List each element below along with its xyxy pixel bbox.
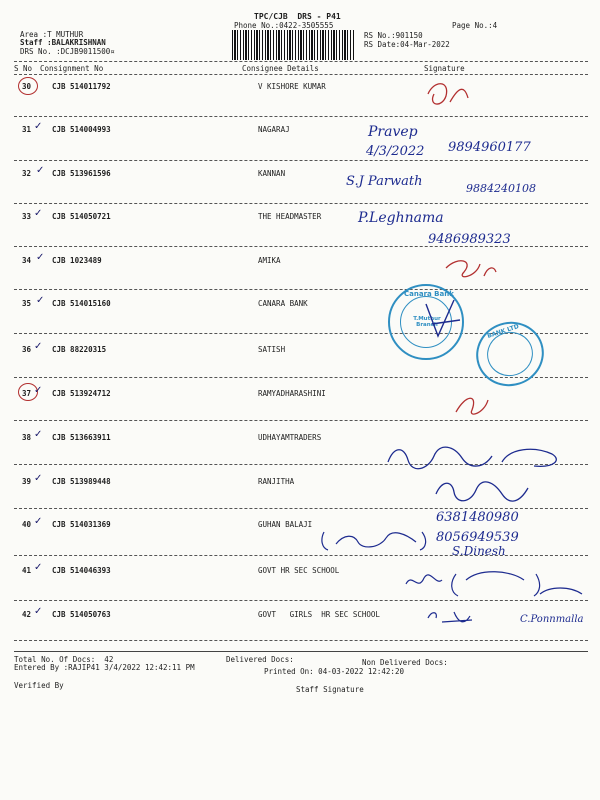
phone-number: Phone No.:0422-3505555 bbox=[234, 21, 334, 30]
row-consignee: THE HEADMASTER bbox=[258, 212, 322, 221]
footer-divider bbox=[14, 651, 588, 652]
phone-r33: 9486989323 bbox=[428, 232, 511, 247]
signature-scribble bbox=[400, 566, 590, 606]
printed-on: Printed On: 04-03-2022 12:42:20 bbox=[264, 667, 404, 676]
row-consignment: CJB 88220315 bbox=[52, 345, 107, 354]
page-number: Page No.:4 bbox=[452, 21, 498, 30]
row-sno: 33 bbox=[22, 212, 32, 221]
stamp-text-top: BANK LTD bbox=[486, 323, 520, 340]
entered-by: Entered By :RAJIP41 3/4/2022 12:42:11 PM bbox=[14, 663, 195, 672]
row-consignment: CJB 514004993 bbox=[52, 125, 111, 134]
signature-r32: S.J Parwath bbox=[346, 174, 423, 189]
row-divider bbox=[14, 420, 588, 421]
row-consignee: NAGARAJ bbox=[258, 125, 290, 134]
tick-mark-icon: ✓ bbox=[36, 165, 45, 176]
row-sno: 34 bbox=[22, 256, 32, 265]
barcode bbox=[232, 30, 354, 60]
stamp-text-top: Canara Bank bbox=[404, 290, 454, 298]
sheet-title: TPC/CJB DRS - P41 bbox=[254, 12, 341, 21]
row-divider bbox=[14, 640, 588, 641]
row-consignment: CJB 1023489 bbox=[52, 256, 102, 265]
row-sno: 39 bbox=[22, 477, 32, 486]
tick-mark-icon: ✓ bbox=[34, 429, 43, 440]
tick-mark-icon: ✓ bbox=[34, 473, 43, 484]
row-sno: 36 bbox=[22, 345, 32, 354]
signature-scribble bbox=[420, 76, 480, 112]
phone-r40: 6381480980 8056949539 bbox=[436, 510, 523, 545]
signature-scribble bbox=[452, 392, 492, 420]
signature-scribble bbox=[440, 254, 500, 284]
signature-scribble bbox=[424, 608, 514, 632]
row-sno: 35 bbox=[22, 299, 32, 308]
row-sno: 41 bbox=[22, 566, 32, 575]
row-consignment: CJB 514011792 bbox=[52, 82, 111, 91]
staff-label: Staff :BALAKRISHNAN bbox=[20, 38, 106, 47]
verified-by: Verified By bbox=[14, 681, 64, 690]
row-consignee: RAMYADHARASHINI bbox=[258, 389, 326, 398]
bank-stamp bbox=[468, 313, 552, 395]
row-consignee: CANARA BANK bbox=[258, 299, 308, 308]
row-consignee: GOVT HR SEC SCHOOL bbox=[258, 566, 340, 575]
signature-r31: Pravep bbox=[368, 124, 418, 140]
row-consignee: GOVT GIRLS HR SEC SCHOOL bbox=[258, 610, 380, 619]
row-sno: 32 bbox=[22, 169, 32, 178]
row-consignee: V KISHORE KUMAR bbox=[258, 82, 326, 91]
tick-mark-icon: ✓ bbox=[34, 385, 43, 396]
signature-scribble bbox=[320, 528, 430, 552]
tick-mark-icon: ✓ bbox=[34, 606, 43, 617]
header-divider bbox=[14, 61, 588, 62]
tick-mark-icon: ✓ bbox=[34, 341, 43, 352]
row-consignee: RANJITHA bbox=[258, 477, 295, 486]
row-consignee: SATISH bbox=[258, 345, 286, 354]
row-sno: 42 bbox=[22, 610, 32, 619]
row-consignment: CJB 514031369 bbox=[52, 520, 111, 529]
row-divider bbox=[14, 289, 588, 290]
row-consignment: CJB 514050721 bbox=[52, 212, 111, 221]
row-consignment: CJB 514046393 bbox=[52, 566, 111, 575]
row-consignment: CJB 513924712 bbox=[52, 389, 111, 398]
row-consignee: GUHAN BALAJI bbox=[258, 520, 313, 529]
row-divider bbox=[14, 116, 588, 117]
signature-scribble bbox=[432, 476, 532, 506]
signature-scribble bbox=[384, 440, 574, 476]
tick-mark-icon: ✓ bbox=[34, 562, 43, 573]
row-sno: 40 bbox=[22, 520, 32, 529]
signature-scribble bbox=[420, 296, 470, 346]
staff-signature: Staff Signature bbox=[296, 685, 364, 694]
col-sno: S No bbox=[14, 64, 33, 73]
date-r31: 4/3/2022 bbox=[366, 144, 425, 159]
row-consignee: UDHAYAMTRADERS bbox=[258, 433, 322, 442]
phone-r32: 9884240108 bbox=[466, 182, 536, 195]
stamp-text-middle: T.Muthur Branch bbox=[413, 316, 441, 328]
signature-r42: C.Ponnmalla bbox=[520, 614, 584, 625]
tick-mark-icon: ✓ bbox=[34, 121, 43, 132]
row-circle-mark bbox=[18, 77, 38, 95]
rs-date: RS Date:04-Mar-2022 bbox=[364, 40, 450, 49]
row-consignment: CJB 513663911 bbox=[52, 433, 111, 442]
row-sno: 30 bbox=[22, 82, 32, 91]
non-delivered-docs: Non Delivered Docs: bbox=[362, 658, 448, 667]
drs-number: DRS No. :DCJB9011500¤ bbox=[20, 47, 115, 56]
row-divider bbox=[14, 160, 588, 161]
row-divider bbox=[14, 203, 588, 204]
row-sno: 31 bbox=[22, 125, 32, 134]
phone-r31: 9894960177 bbox=[448, 140, 531, 155]
column-divider bbox=[14, 74, 588, 75]
total-docs: Total No. Of Docs: 42 bbox=[14, 655, 114, 664]
rs-number: RS No.:901150 bbox=[364, 31, 423, 40]
row-consignment: CJB 513961596 bbox=[52, 169, 111, 178]
tick-mark-icon: ✓ bbox=[34, 516, 43, 527]
row-consignee: KANNAN bbox=[258, 169, 286, 178]
row-consignee: AMIKA bbox=[258, 256, 281, 265]
col-signature: Signature bbox=[424, 64, 465, 73]
tick-mark-icon: ✓ bbox=[36, 295, 45, 306]
tick-mark-icon: ✓ bbox=[34, 208, 43, 219]
row-consignment: CJB 514015160 bbox=[52, 299, 111, 308]
row-sno: 37 bbox=[22, 389, 32, 398]
row-consignment: CJB 514050763 bbox=[52, 610, 111, 619]
area-label: Area :T MUTHUR bbox=[20, 30, 84, 39]
row-consignment: CJB 513989448 bbox=[52, 477, 111, 486]
row-sno: 38 bbox=[22, 433, 32, 442]
tick-mark-icon: ✓ bbox=[36, 252, 45, 263]
col-consignee: Consignee Details bbox=[242, 64, 319, 73]
signature-r33: P.Leghnama bbox=[358, 210, 444, 226]
signature-r40: S.Dinesh bbox=[452, 544, 506, 558]
col-consignment: Consignment No bbox=[40, 64, 104, 73]
delivered-docs: Delivered Docs: bbox=[226, 655, 294, 664]
